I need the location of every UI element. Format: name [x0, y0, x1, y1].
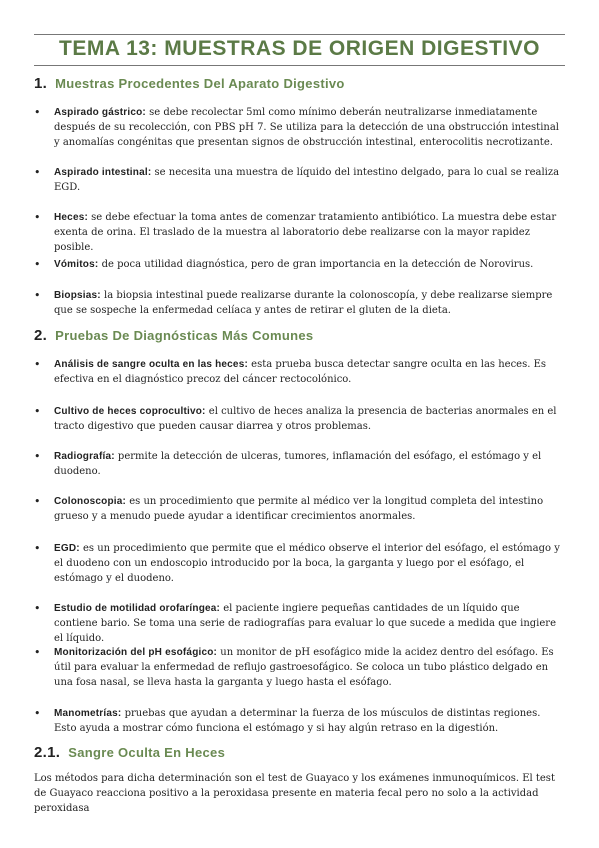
section-heading-1	[34, 75, 345, 92]
list-item	[34, 210, 562, 255]
bullet-icon: •	[34, 211, 41, 224]
item-text: un monitor de pH esofágico mide la acidez dentro del esófago. Es útil para evaluar la enfermedad de reflujo gastroesofágico. Se coloca un tubo plástico delgado en una fosa nasal, se lleva hasta la garganta y luego hasta el esófago.	[54, 647, 554, 688]
list-item	[34, 645, 562, 690]
item-text: el paciente ingiere pequeñas cantidades de un líquido que contiene bario. Se toma una serie de radiografías para evaluar lo que sucede a medida que ingiere el líquido.	[54, 603, 556, 644]
list-item	[34, 601, 562, 646]
page-title: TEMA 13: MUESTRAS DE ORIGEN DIGESTIVO	[59, 37, 540, 60]
item-term: Cultivo de heces coprocultivo:	[54, 406, 206, 417]
bullet-icon: •	[34, 450, 41, 463]
item-text: se necesita una muestra de líquido del intestino delgado, para lo cual se realiza EGD.	[54, 167, 560, 193]
bullet-icon: •	[34, 542, 41, 555]
bullet-icon: •	[34, 602, 41, 615]
list-item	[34, 706, 562, 736]
item-text: de poca utilidad diagnóstica, pero de gran importancia en la detección de Norovirus.	[98, 259, 534, 270]
bullet-icon: •	[34, 106, 41, 119]
bullet-icon: •	[34, 258, 41, 271]
list-item	[34, 541, 562, 586]
list-item	[34, 404, 562, 434]
list-item	[34, 257, 562, 272]
bullet-icon: •	[34, 405, 41, 418]
item-text: pruebas que ayudan a determinar la fuerza de los músculos de distintas regiones. Esto ayuda a mostrar cómo funciona el estómago y si hay algún retraso en la digestión.	[54, 708, 541, 734]
bullet-icon: •	[34, 358, 41, 371]
section-title: Pruebas De Diagnósticas Más Comunes	[55, 328, 314, 343]
item-term: Vómitos:	[54, 259, 99, 270]
list-item	[34, 494, 562, 524]
bullet-icon: •	[34, 707, 41, 720]
item-term: EGD:	[54, 543, 80, 554]
item-term: Monitorización del pH esofágico:	[54, 647, 218, 658]
item-text: esta prueba busca detectar sangre oculta en las heces. Es efectiva en el diagnóstico precoz del cáncer rectocolónico.	[54, 359, 547, 385]
item-text: es un procedimiento que permite al médico ver la longitud completa del intestino grueso y a menudo puede ayudar a identificar crecimientos anormales.	[54, 496, 544, 522]
item-term: Biopsias:	[54, 290, 101, 301]
section-number: 1.	[34, 75, 48, 92]
item-term: Colonoscopia:	[54, 496, 127, 507]
section-title: Sangre Oculta En Heces	[68, 745, 226, 760]
list-item	[34, 288, 562, 318]
section-number: 2.	[34, 327, 48, 344]
item-term: Manometrías:	[54, 708, 122, 719]
section-number: 2.1.	[34, 744, 61, 761]
bullet-icon: •	[34, 166, 41, 179]
bullet-icon: •	[34, 495, 41, 508]
item-text: se debe efectuar la toma antes de comenzar tratamiento antibiótico. La muestra debe estar exenta de orina. El traslado de la muestra al laboratorio debe realizarse con la mayor rapidez posible.	[54, 212, 557, 253]
item-text: es un procedimiento que permite que el médico observe el interior del esófago, el estómago y el duodeno con un endoscopio introducido por la boca, la garganta y luego por el esófago, el estómago y el duodeno.	[54, 543, 560, 584]
list-item	[34, 357, 562, 387]
section-title: Muestras Procedentes Del Aparato Digestivo	[55, 76, 345, 91]
bullet-icon: •	[34, 646, 41, 659]
item-term: Radiografía:	[54, 451, 115, 462]
top-rule	[34, 34, 565, 35]
list-item	[34, 449, 562, 479]
title-rule	[34, 65, 565, 66]
item-term: Aspirado gástrico:	[54, 107, 146, 118]
item-term: Heces:	[54, 212, 88, 223]
section-heading-2	[34, 327, 313, 344]
section-heading-2-1	[34, 744, 225, 761]
item-term: Análisis de sangre oculta en las heces:	[54, 359, 248, 370]
item-text: se debe recolectar 5ml como mínimo deberán neutralizarse inmediatamente después de su recolección, con PBS pH 7. Se utiliza para la detección de una obstrucción intestinal y anomalías congénitas que presentan signos de obstrucción intestinal, enterocolitis necrotizante.	[54, 107, 559, 148]
item-term: Aspirado intestinal:	[54, 167, 152, 178]
list-item	[34, 105, 562, 150]
bullet-icon: •	[34, 289, 41, 302]
item-term: Estudio de motilidad orofaríngea:	[54, 603, 221, 614]
list-item	[34, 165, 562, 195]
item-text: la biopsia intestinal puede realizarse durante la colonoscopía, y debe realizarse siempre que se sospeche la enfermedad celíaca y antes de retirar el gluten de la dieta.	[54, 290, 553, 316]
item-text: el cultivo de heces analiza la presencia de bacterias anormales en el tracto digestivo que pueden causar diarrea y otros problemas.	[54, 406, 557, 432]
item-text: permite la detección de ulceras, tumores, inflamación del esófago, el estómago y el duodeno.	[54, 451, 542, 477]
paragraph: Los métodos para dicha determinación son el test de Guayaco y los exámenes inmunoquímicos. El test de Guayaco reacciona positivo a la peroxidasa presente en materia fecal pero no solo a la actividad peroxidasa	[34, 773, 555, 814]
